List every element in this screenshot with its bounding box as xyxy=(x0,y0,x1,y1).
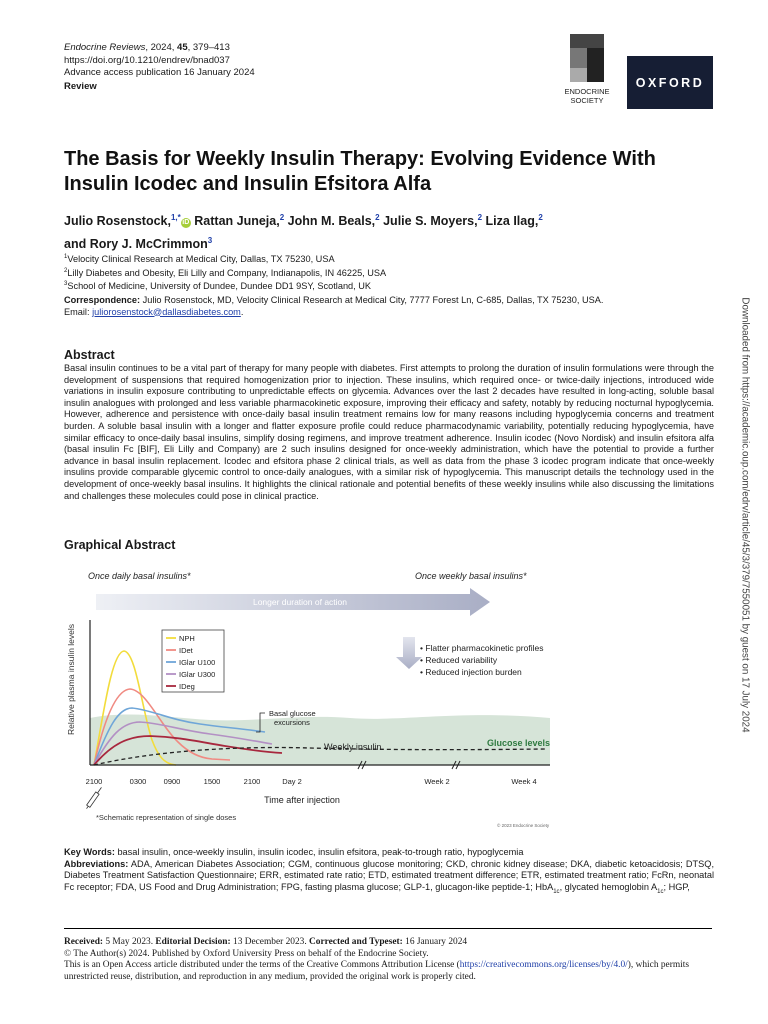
logo-block-left xyxy=(570,48,587,68)
volume: 45 xyxy=(177,42,188,53)
author-name: Rattan Juneja, xyxy=(194,214,280,229)
glucose-levels-label: Glucose levels xyxy=(487,738,551,748)
author[interactable] xyxy=(288,214,380,228)
keywords-text: basal insulin, once-weekly insulin, insulin icodec, insulin efsitora, peak-to-trough ratio, hypoglycemia xyxy=(114,847,524,857)
author-affil-sup: 2 xyxy=(375,213,380,222)
legend-item: IDeg xyxy=(179,682,195,691)
glucose-area xyxy=(90,715,550,765)
email-link[interactable]: juliorosenstock@dallasdiabetes.com xyxy=(92,306,241,317)
article-meta xyxy=(64,42,255,93)
author-name: Liza Ilag, xyxy=(485,214,539,229)
decision-label: Editorial Decision: xyxy=(155,937,231,947)
license-line xyxy=(64,960,714,983)
y-axis-label: Relative plasma insulin levels xyxy=(66,623,76,735)
basal-label: Basal glucose xyxy=(269,709,316,718)
citation-line xyxy=(64,42,255,55)
oxford-logo: OXFORD xyxy=(627,56,713,109)
advance-access: Advance access publication 16 January 2024 xyxy=(64,67,255,78)
abbreviations-text-2: , glycated hemoglobin A xyxy=(559,881,658,892)
benefit-item: • Flatter pharmacokinetic profiles xyxy=(420,643,544,653)
author-affil-sup: 1,* xyxy=(170,213,181,222)
basal-label-2: excursions xyxy=(274,718,310,727)
x-axis-label: Time after injection xyxy=(264,795,340,805)
graphical-abstract-figure xyxy=(60,560,560,835)
correspondence-label: Correspondence: xyxy=(64,295,141,305)
legend-item: IDet xyxy=(179,646,193,655)
x-tick: 2100 xyxy=(243,777,261,786)
once-weekly-label: Once weekly basal insulins* xyxy=(415,571,527,581)
decision-date: 13 December 2023. xyxy=(230,937,310,947)
weekly-insulin-label: Weekly insulin xyxy=(324,742,382,752)
subscript: 1c xyxy=(553,888,560,895)
author-affil-sup: 3 xyxy=(207,236,213,246)
license-link[interactable]: https://creativecommons.org/licenses/by/4.0/ xyxy=(459,960,628,971)
logo-text-endocrine: ENDOCRINE xyxy=(564,87,610,96)
author-list xyxy=(64,208,714,254)
author-name: Julio Rosenstock, xyxy=(64,214,171,229)
affil-number: 2 xyxy=(64,267,68,274)
article-type: Review xyxy=(64,80,97,92)
logo-block-right xyxy=(587,48,604,82)
author[interactable] xyxy=(64,237,212,251)
journal-name: Endocrine Reviews xyxy=(64,42,146,53)
affiliation xyxy=(64,266,704,280)
abbreviations-label: Abbreviations: xyxy=(64,858,129,869)
affiliation xyxy=(64,252,704,266)
email-label: Email: xyxy=(64,306,93,317)
author[interactable] xyxy=(486,214,543,228)
keywords-label: Key Words: xyxy=(64,847,115,857)
copyright-line: © The Author(s) 2024. Published by Oxford University Press on behalf of the Endocrine Society. xyxy=(64,948,429,959)
x-tick: 0300 xyxy=(129,777,147,786)
corrected-date: 16 January 2024 xyxy=(402,937,468,947)
x-tick: Week 2 xyxy=(424,777,450,786)
x-tick: 0900 xyxy=(163,777,181,786)
affiliation xyxy=(64,279,704,293)
legend-item: NPH xyxy=(179,634,195,643)
author-name: and Rory J. McCrimmon xyxy=(64,237,208,252)
x-tick: Day 2 xyxy=(282,777,302,786)
logo-block-bottom xyxy=(570,68,587,82)
benefit-item: • Reduced injection burden xyxy=(420,667,522,677)
graphical-abstract-heading: Graphical Abstract xyxy=(64,538,176,552)
download-note xyxy=(737,275,753,755)
orcid-icon[interactable]: iD xyxy=(182,219,190,227)
subscript: 1c xyxy=(657,888,664,895)
license-post: ), which permits unrestricted reuse, distribution, and reproduction in any medium, provided the original work is properly cited. xyxy=(64,960,689,982)
figure-footnote: *Schematic representation of single doses xyxy=(96,813,237,822)
figure-copyright: © 2023 Endocrine Society xyxy=(497,823,550,828)
received-date: 5 May 2023. xyxy=(103,937,156,947)
pages: , 379–413 xyxy=(187,42,230,53)
affil-number: 3 xyxy=(64,281,68,288)
x-tick: 2100 xyxy=(85,777,103,786)
affiliations xyxy=(64,252,704,293)
author-name: Julie S. Moyers, xyxy=(383,214,478,229)
received-label: Received: xyxy=(64,937,104,947)
corrected-label: Corrected and Typeset: xyxy=(309,937,403,947)
author-affil-sup: 2 xyxy=(538,213,543,222)
author-affil-sup: 2 xyxy=(279,213,285,222)
logo-text-society: SOCIETY xyxy=(570,96,604,105)
legend-item: IGlar U100 xyxy=(179,658,216,667)
arrow-label: Longer duration of action xyxy=(252,597,348,607)
license-pre: This is an Open Access article distributed under the terms of the Creative Commons Attribution License ( xyxy=(64,960,460,971)
affil-number: 1 xyxy=(64,254,68,260)
dates-line xyxy=(64,937,714,949)
footer-divider xyxy=(64,928,712,929)
keywords-abbreviations xyxy=(64,847,714,898)
down-arrow-icon xyxy=(396,637,422,669)
author[interactable] xyxy=(383,214,482,228)
endocrine-society-logo xyxy=(556,34,618,108)
keywords xyxy=(64,847,714,859)
author[interactable] xyxy=(194,214,284,228)
author[interactable] xyxy=(64,214,191,228)
citation-year: , 2024, xyxy=(145,42,178,53)
syringe-icon xyxy=(85,786,103,810)
article-title: The Basis for Weekly Insulin Therapy: Evolving Evidence With Insulin Icodec and Insulin Efsitora Alfa xyxy=(64,148,656,195)
abstract-text: Basal insulin continues to be a vital part of therapy for many people with diabetes. First attempts to prolong the duration of insulin formulations were through the development of suspensions that required homogenization prior to injection. These insulins, which required once- or twice-daily injections, introduced wide variations in insulin exposure contributing to unpredictable effects on glycemia. Advances over the last 2 decades have resulted in long-acting, soluble basal insulin analogues with prolonged and less variable pharmacokinetic exposure, improving their efficacy and safety, notably by reducing nocturnal hypoglycemia. However, adherence and persistence with once-daily basal insulin treatment remains low for many reasons including hypoglycemia concerns and treatment burden. A soluble basal insulin with a longer and flatter exposure profile could reduce pharmacodynamic variability, potentially reducing hypoglycemia, have similar efficacy to once-daily basal insulins, simplify dosing regimens, and improve treatment adherence. Insulin icodec (Novo Nordisk) and insulin efsitora alfa (basal insulin Fc [BIF], Eli Lilly and Company) are 2 such insulins designed for once-weekly administration, which have the potential to provide a further advance in basal insulin replacement. Icodec and efsitora phase 2 clinical trials, as well as data from the phase 3 icodec program indicate that once-weekly insulins provide comparable glycemic control to once-daily analogues, with a similar risk of hypoglycemia. This manuscript details the technology used in the development of once-weekly basal insulins. It highlights the clinical rationale and potential benefits of these weekly insulins while also discussing the limitations and challenges these molecules could pose in clinical practice. xyxy=(64,363,714,501)
logo-block-top xyxy=(570,34,604,48)
abstract-heading: Abstract xyxy=(64,348,115,362)
affil-text: Lilly Diabetes and Obesity, Eli Lilly and Company, Indianapolis, IN 46225, USA xyxy=(67,267,387,278)
author-affil-sup: 2 xyxy=(477,213,483,222)
legend-item: IGlar U300 xyxy=(179,670,216,679)
x-tick: Week 4 xyxy=(511,777,537,786)
benefit-item: • Reduced variability xyxy=(420,655,498,665)
correspondence-text: Julio Rosenstock, MD, Velocity Clinical Research at Medical City, 7777 Forest Ln, C-685, Dallas, TX 75230, USA. xyxy=(140,295,604,305)
email-end: . xyxy=(240,306,244,317)
once-daily-label: Once daily basal insulins* xyxy=(88,571,191,581)
abbreviations-text-3: ; HGP, xyxy=(663,881,690,892)
article-footer xyxy=(64,937,714,983)
x-tick: 1500 xyxy=(203,777,221,786)
correspondence xyxy=(64,295,714,318)
doi-link[interactable]: https://doi.org/10.1210/endrev/bnad037 xyxy=(64,54,230,66)
abbreviations xyxy=(64,859,714,899)
affil-text: Velocity Clinical Research at Medical City, Dallas, TX 75230, USA xyxy=(67,254,335,265)
abbreviations-text: ADA, American Diabetes Association; CGM, continuous glucose monitoring; CKD, chronic kidney disease; DKA, diabetic ketoacidosis; DTSQ, Diabetes Treatment Satisfaction Questionnaire; ERR, estimated rate ratio; ETD, estimated treatment difference; ETR, estimated treatment ratio; FcRn, neonatal Fc receptor; FDA, US Food and Drug Administration; FPG, fasting plasma glucose; GLP-1, glucagon-like peptide-1; HbA xyxy=(64,858,714,892)
affil-text: School of Medicine, University of Dundee, Dundee DD1 9SY, Scotland, UK xyxy=(67,281,372,292)
author-name: John M. Beals, xyxy=(287,214,376,229)
download-note-text: Downloaded from https://academic.oup.com/edrv/article/45/3/379/7550051 by guest on 17 July 2024 xyxy=(739,297,751,733)
